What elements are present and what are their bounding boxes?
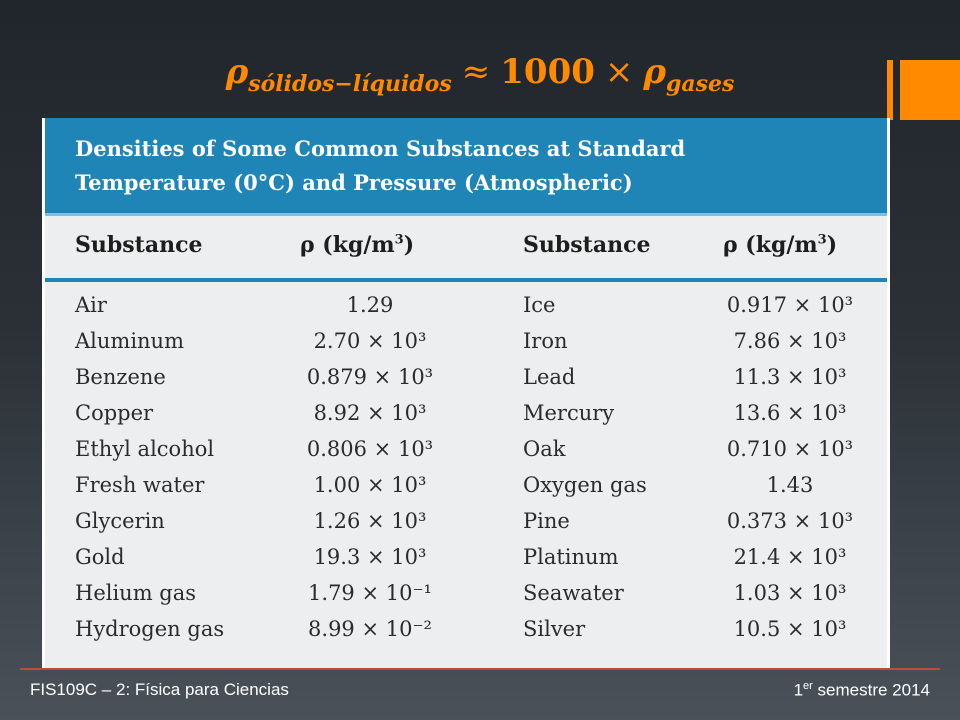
table-row bbox=[45, 434, 887, 470]
density-value: 8.99 × 10⁻² bbox=[308, 617, 432, 641]
footer-divider bbox=[20, 668, 940, 670]
header-density-right-text: ρ (kg/m bbox=[723, 232, 818, 258]
substance-name: Seawater bbox=[523, 581, 624, 605]
density-value: 0.806 × 10³ bbox=[306, 437, 434, 461]
table-row bbox=[45, 290, 887, 326]
substance-name: Copper bbox=[75, 401, 154, 425]
table-row bbox=[45, 362, 887, 398]
substance-name: Iron bbox=[523, 329, 568, 353]
header-density-right-close: ) bbox=[826, 232, 838, 258]
title-subscript-right: gases bbox=[666, 71, 735, 97]
footer-semester-text: semestre 2014 bbox=[812, 680, 930, 700]
header-density-left-exponent: 3 bbox=[394, 232, 404, 248]
table-title: Densities of Some Common Substances at Standard Temperature (0°C) and Pressure (Atmospheric) bbox=[75, 136, 686, 195]
density-value: 11.3 × 10³ bbox=[733, 365, 847, 389]
table-title-band bbox=[45, 118, 887, 216]
header-substance-left: Substance bbox=[75, 232, 203, 258]
density-value: 1.26 × 10³ bbox=[313, 509, 427, 533]
density-value: 10.5 × 10³ bbox=[733, 617, 847, 641]
table-body bbox=[45, 290, 887, 650]
title-rho-left: ρ bbox=[225, 52, 249, 92]
substance-name: Oak bbox=[523, 437, 566, 461]
table-row bbox=[45, 542, 887, 578]
density-value: 1.79 × 10⁻¹ bbox=[308, 581, 432, 605]
header-density-left-text: ρ (kg/m bbox=[300, 232, 395, 258]
density-value: 0.879 × 10³ bbox=[306, 365, 434, 389]
substance-name: Air bbox=[75, 293, 107, 317]
title-subscript-left: sólidos−líquidos bbox=[248, 71, 452, 97]
accent-bar-square bbox=[900, 60, 960, 120]
density-value: 8.92 × 10³ bbox=[313, 401, 427, 425]
table-row bbox=[45, 326, 887, 362]
density-value: 0.373 × 10³ bbox=[726, 509, 854, 533]
header-density-right-exponent: 3 bbox=[817, 232, 827, 248]
header-density-left-close: ) bbox=[403, 232, 415, 258]
footer-semester bbox=[794, 680, 930, 701]
title-times-symbol: × bbox=[604, 52, 634, 92]
header-substance-right: Substance bbox=[523, 232, 651, 258]
substance-name: Oxygen gas bbox=[523, 473, 647, 497]
title-approx-symbol: ≈ bbox=[461, 52, 491, 92]
density-value: 1.03 × 10³ bbox=[733, 581, 847, 605]
table-row bbox=[45, 506, 887, 542]
substance-name: Glycerin bbox=[75, 509, 165, 533]
substance-name: Silver bbox=[523, 617, 586, 641]
density-value: 0.917 × 10³ bbox=[726, 293, 854, 317]
footer-semester-ordinal: er bbox=[803, 680, 813, 692]
substance-name: Helium gas bbox=[75, 581, 197, 605]
header-density-right bbox=[723, 232, 837, 258]
footer-course: FIS109C – 2: Física para Ciencias bbox=[30, 680, 289, 699]
substance-name: Platinum bbox=[523, 545, 619, 569]
density-table bbox=[42, 118, 890, 668]
density-value: 1.00 × 10³ bbox=[313, 473, 427, 497]
table-row bbox=[45, 470, 887, 506]
accent-bar-thin bbox=[887, 60, 893, 120]
density-value: 1.43 bbox=[766, 473, 814, 497]
substance-name: Gold bbox=[75, 545, 125, 569]
density-value: 2.70 × 10³ bbox=[313, 329, 427, 353]
substance-name: Fresh water bbox=[75, 473, 205, 497]
density-value: 0.710 × 10³ bbox=[726, 437, 854, 461]
substance-name: Pine bbox=[523, 509, 570, 533]
substance-name: Ice bbox=[523, 293, 556, 317]
table-row bbox=[45, 398, 887, 434]
density-value: 1.29 bbox=[346, 293, 394, 317]
density-value: 21.4 × 10³ bbox=[733, 545, 847, 569]
table-row bbox=[45, 614, 887, 650]
table-row bbox=[45, 578, 887, 614]
title-rho-right: ρ bbox=[643, 52, 667, 92]
density-value: 13.6 × 10³ bbox=[733, 401, 847, 425]
header-density-left bbox=[300, 232, 414, 258]
substance-name: Aluminum bbox=[75, 329, 184, 353]
substance-name: Mercury bbox=[523, 401, 615, 425]
slide-title bbox=[0, 52, 960, 97]
density-value: 7.86 × 10³ bbox=[733, 329, 847, 353]
substance-name: Benzene bbox=[75, 365, 166, 389]
substance-name: Lead bbox=[523, 365, 576, 389]
footer-semester-number: 1 bbox=[793, 680, 804, 700]
column-headers bbox=[45, 216, 887, 282]
substance-name: Hydrogen gas bbox=[75, 617, 225, 641]
substance-name: Ethyl alcohol bbox=[75, 437, 215, 461]
density-value: 19.3 × 10³ bbox=[313, 545, 427, 569]
title-factor: 1000 bbox=[500, 52, 595, 92]
